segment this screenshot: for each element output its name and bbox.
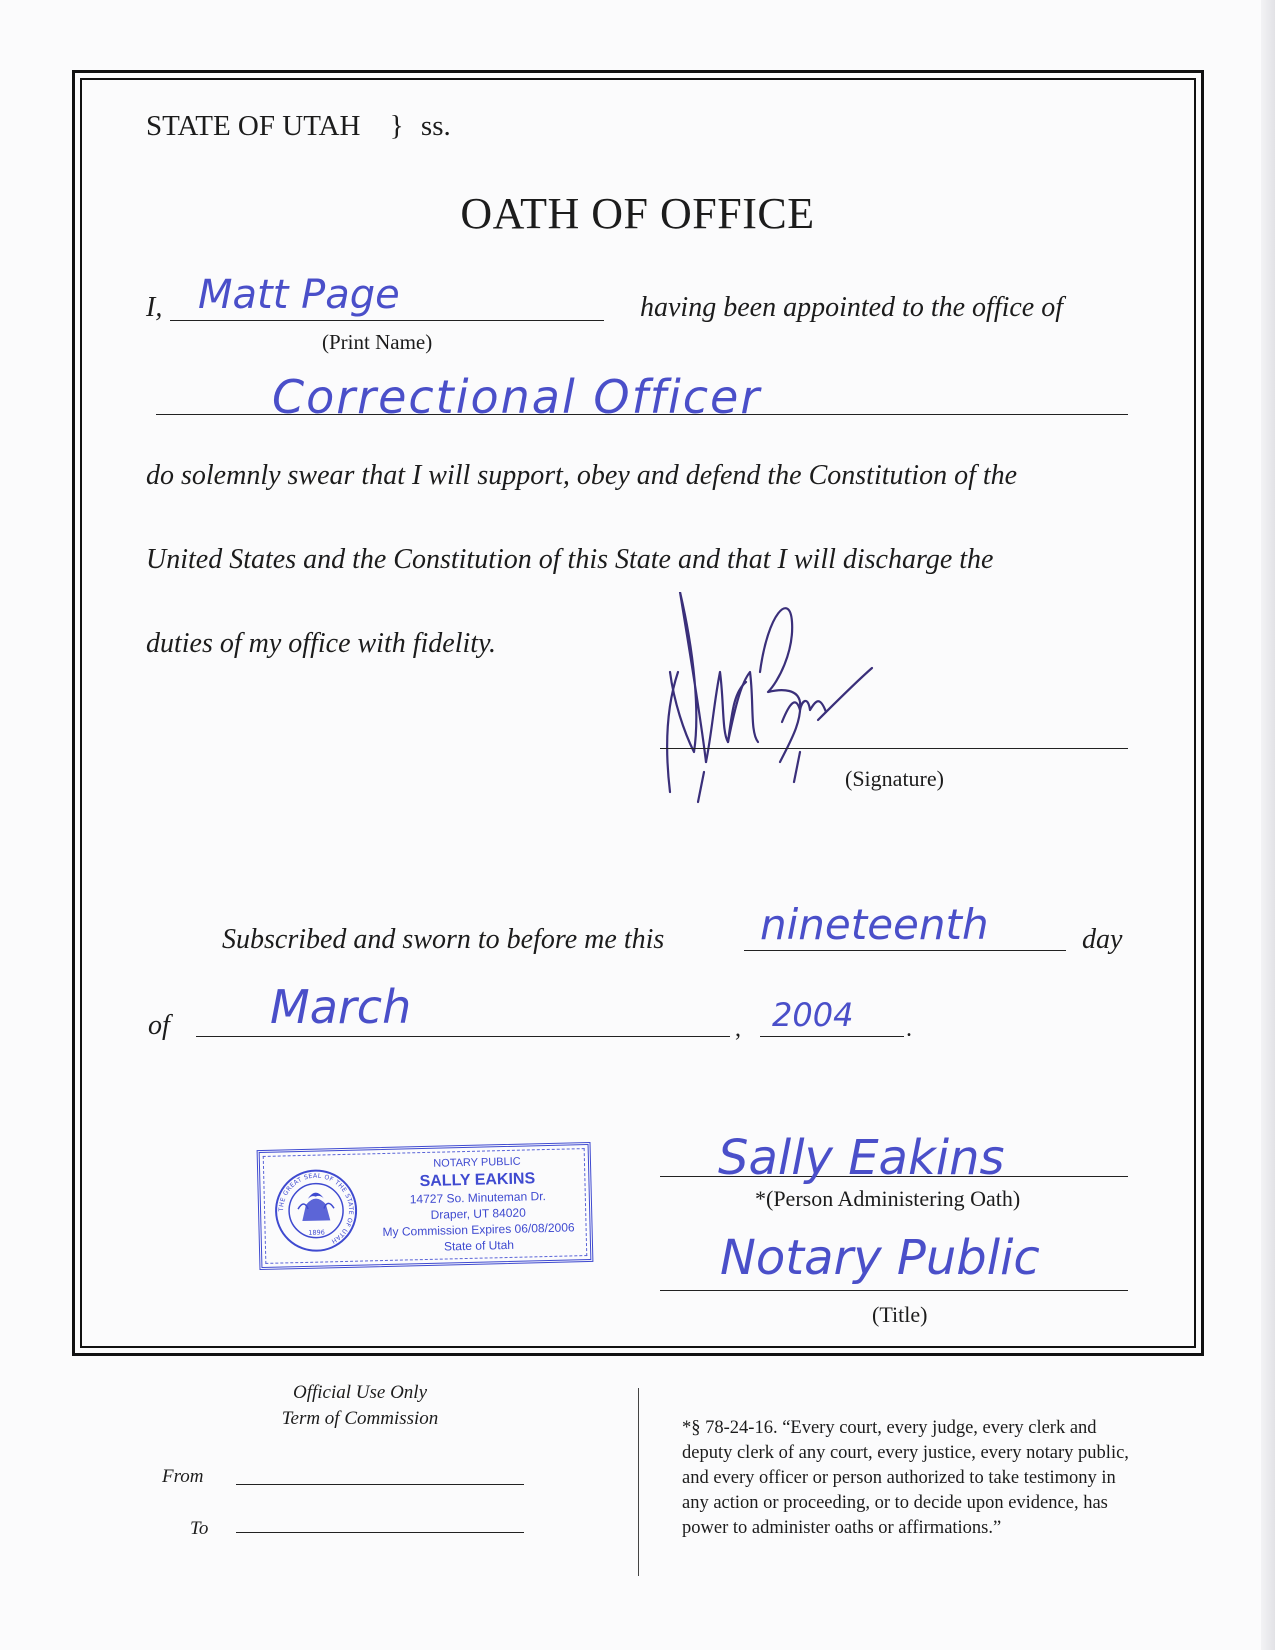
form-title: OATH OF OFFICE (460, 189, 815, 238)
oath-line-3: duties of my office with fidelity. (146, 628, 496, 659)
month-line (196, 1036, 730, 1037)
month-handwritten: March (270, 980, 412, 1034)
title-label: (Title) (872, 1302, 928, 1327)
stamp-notary-name: SALLY EAKINS (419, 1170, 536, 1191)
to-label: To (190, 1518, 209, 1539)
term-of-commission-label: Term of Commission (281, 1408, 439, 1429)
title-handwritten: Notary Public (720, 1230, 1040, 1286)
page-edge-shadow (1261, 0, 1275, 1650)
statute-footnote: *§ 78-24-16. “Every court, every judge, every clerk and deputy clerk of any court, every justice, every notary public, and every officer or person authorized to take testimony in any action or proceeding, or to decide upon evidence, has power to administer oaths or affirmations.” (682, 1418, 1129, 1538)
state-name: STATE OF UTAH (146, 110, 361, 142)
signature-label: (Signature) (845, 766, 944, 791)
stamp-address-1: 14727 So. Minuteman Dr. (409, 1189, 546, 1207)
year-handwritten: 2004 (772, 996, 854, 1034)
venue-brace: } (389, 110, 404, 142)
oath-line-1: do solemnly swear that I will support, obey and defend the Constitution of the (146, 460, 1018, 491)
from-label: From (162, 1466, 204, 1487)
office-handwritten: Correctional Officer (272, 370, 762, 424)
appointee-name-handwritten: Matt Page (198, 272, 400, 318)
subscribed-text: Subscribed and sworn to before me this (222, 924, 665, 955)
stamp-text-block (367, 1152, 589, 1256)
stamp-state: State of Utah (443, 1237, 515, 1254)
oath-prefix: I, (146, 292, 163, 323)
seal-ring-text: THE GREAT SEAL OF THE STATE OF UTAH (278, 1172, 355, 1245)
title-line (660, 1290, 1128, 1291)
venue-ss: ss. (420, 110, 451, 142)
seal-year: 1896 (308, 1228, 325, 1237)
print-name-line (170, 320, 604, 321)
oath-line-2: United States and the Constitution of this State and that I will discharge the (146, 544, 994, 575)
stamp-commission: My Commission Expires 06/08/2006 (382, 1220, 575, 1240)
official-use-block (270, 1380, 450, 1432)
administrator-label: *(Person Administering Oath) (755, 1186, 1021, 1211)
to-line (236, 1532, 524, 1533)
administrator-name-handwritten: Sally Eakins (718, 1130, 1005, 1186)
day-line (744, 950, 1066, 951)
form-frame-inner (80, 78, 1196, 1348)
signature-line (660, 748, 1128, 749)
state-venue (146, 110, 451, 143)
day-handwritten: nineteenth (760, 900, 989, 949)
date-comma: , (735, 1016, 741, 1042)
appointed-text: having been appointed to the office of (640, 292, 1064, 323)
notary-stamp (257, 1142, 594, 1270)
official-use-label: Official Use Only (292, 1382, 428, 1403)
of-label: of (148, 1010, 170, 1041)
stamp-heading: NOTARY PUBLIC (433, 1155, 521, 1170)
year-line (760, 1036, 904, 1037)
date-period: . (906, 1016, 912, 1042)
from-line (236, 1484, 524, 1485)
day-label: day (1082, 924, 1123, 955)
print-name-label: (Print Name) (322, 330, 433, 354)
footer-divider (638, 1388, 639, 1576)
state-seal-icon (273, 1168, 359, 1254)
stamp-address-2: Draper, UT 84020 (430, 1205, 526, 1222)
